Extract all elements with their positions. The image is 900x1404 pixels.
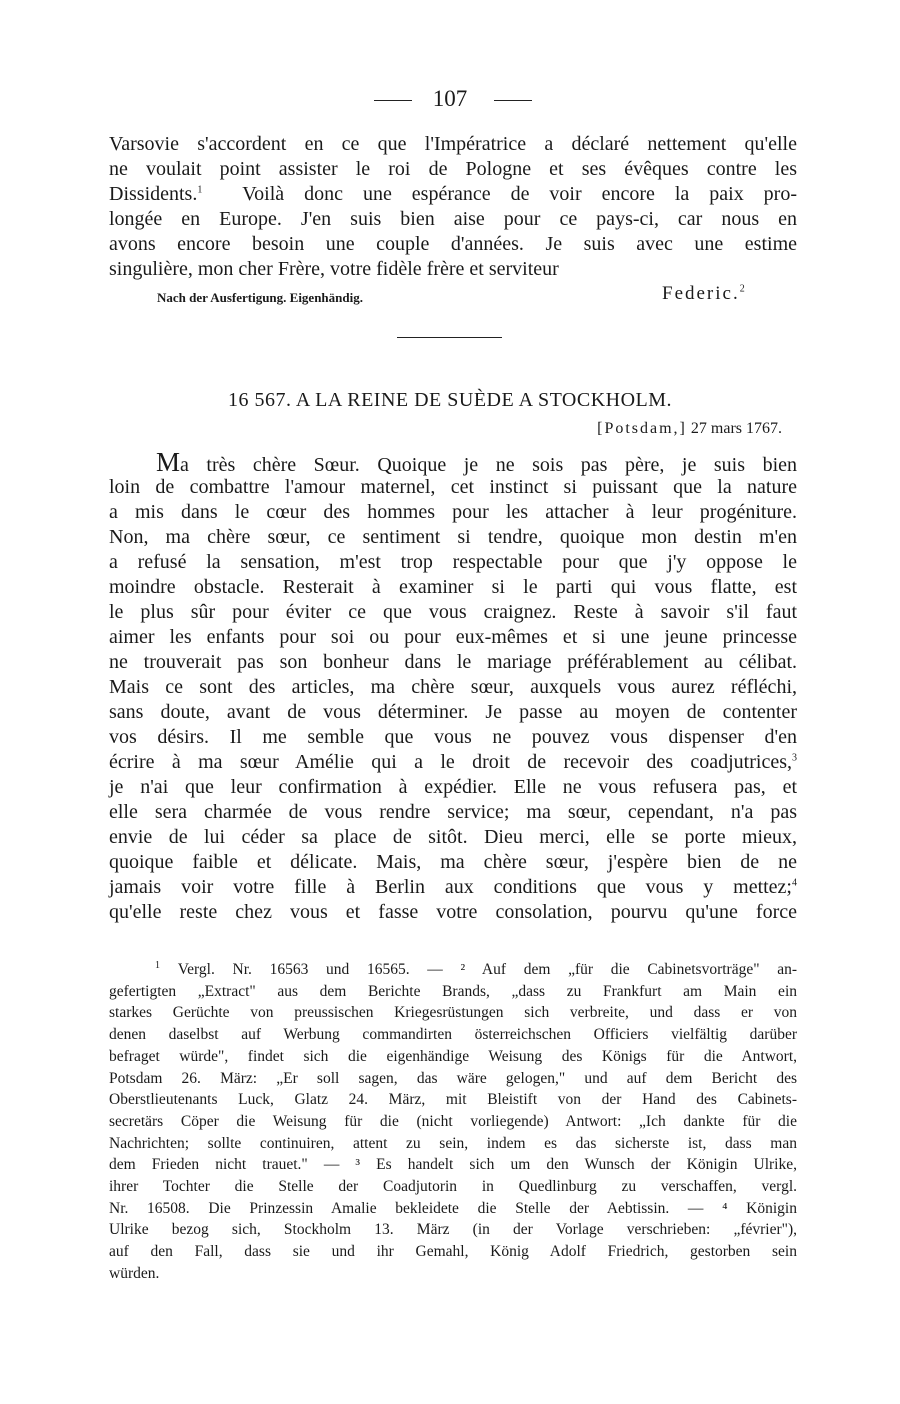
drop-cap: M [156, 447, 181, 477]
footnote-ref-2: 2 [739, 283, 747, 295]
letter-line-3: a mis dans le cœur des hommes pour les attacher à leur progéniture. [109, 501, 797, 523]
footnote-ref-1: 1 [197, 184, 203, 196]
footnote-ref-3: 3 [792, 752, 797, 764]
letter-dateline [0, 420, 782, 438]
letter-line-15: elle sera charmée de vous rendre service; ma sœur, cependant, n'a pas [109, 801, 797, 823]
page-number: 107 [432, 86, 468, 111]
letter-line-1-rest: a très chère Sœur. Quoique je ne sois pas père, je suis bien [180, 454, 797, 476]
footnote-line-10: dem Frieden nicht trauet." — ³ Es handelt sich um den Wunsch der Königin Ulrike, [109, 1156, 797, 1173]
letter-line-11: sans doute, avant de vous déterminer. Je passe au moyen de contenter [109, 701, 797, 723]
footnote-line-12: Nr. 16508. Die Prinzessin Amalie bekleidete die Stelle der Aebtissin. — ⁴ Königin [109, 1200, 797, 1217]
page-number-dash-right [494, 100, 532, 101]
letter-line-19: qu'elle reste chez vous et fasse votre consolation, pourvu qu'une force [109, 901, 797, 923]
footnote-line-3: starkes Gerüchte von preussischen Kriegesrüstungen sich verbreite, und dass er von [109, 1004, 797, 1021]
letter-line-14: je n'ai que leur confirmation à expédier. Elle ne vous refusera pas, et [109, 776, 797, 798]
letter-line-12: vos désirs. Il me semble que vous ne pouvez vous dispenser d'en [109, 726, 797, 748]
footnote-line-2: gefertigten „Extract" aus dem Berichte Brands, „dass zu Frankfurt am Main ein [109, 983, 797, 1000]
footnote-line-7: Oberstlieutenants Luck, Glatz 24. März, mit Bleistift von der Hand des Cabinets- [109, 1091, 797, 1108]
letter-line-13-text: écrire à ma sœur Amélie qui a le droit de recevoir des coadjutrices, [109, 751, 792, 773]
continuation-line-3 [109, 182, 797, 207]
footnote-line-4: denen daselbst auf Werbung commandirten österreichschen Officiers vielfältig darüber [109, 1026, 797, 1043]
footnote-line-1-text: Vergl. Nr. 16563 und 16565. — ² Auf dem „für die Cabinetsvorträge" an- [177, 961, 798, 978]
letter-line-8: aimer les enfants pour soi ou pour eux-mêmes et si une jeune princesse [109, 626, 797, 648]
letter-line-2: loin de combattre l'amour maternel, cet instinct si puissant que la nature [109, 476, 797, 498]
footnote-line-5: befraget würde", findet sich die eigenhändige Weisung des Königs für die Antwort, [109, 1048, 797, 1065]
footnote-line-8: secretärs Cöper die Weisung für die (nicht vorliegende) Antwort: „Ich dankte für die [109, 1113, 797, 1130]
continuation-line-4: longée en Europe. J'en suis bien aise pour ce pays-ci, car nous en [109, 208, 797, 230]
continuation-line-5: avons encore besoin une couple d'années. Je suis avec une estime [109, 233, 797, 255]
letter-line-18 [109, 875, 797, 900]
letter-line-9: ne trouverait pas son bonheur dans le mariage préférablement au célibat. [109, 651, 797, 673]
footnote-ref-4: 4 [792, 877, 797, 889]
letter-line-13 [109, 750, 797, 775]
section-separator [397, 337, 502, 338]
letter-line-5: a refusé la sensation, m'est trop respectable pour que j'y oppose le [109, 551, 797, 573]
continuation-line-3a: Dissidents. [109, 183, 198, 205]
letter-line-17: quoique faible et délicate. Mais, ma chère sœur, j'espère bien de ne [109, 851, 797, 873]
letter-line-18-text: jamais voir votre fille à Berlin aux conditions que vous y mettez; [109, 876, 792, 898]
letter-line-10: Mais ce sont des articles, ma chère sœur, auxquels vous aurez réfléchi, [109, 676, 797, 698]
signature [662, 283, 747, 305]
continuation-line-3b: Voilà donc une espérance de voir encore la paix pro- [242, 183, 797, 205]
continuation-line-2: ne voulait point assister le roi de Pologne et ses évêques contre les [109, 158, 797, 180]
continuation-line-6: singulière, mon cher Frère, votre fidèle frère et serviteur [109, 258, 559, 280]
letter-line-7: le plus sûr pour éviter ce que vous craignez. Reste à savoir s'il faut [109, 601, 797, 623]
letter-heading: 16 567. A LA REINE DE SUÈDE A STOCKHOLM. [227, 389, 673, 411]
letter-place: [Potsdam,] [597, 420, 687, 437]
letter-line-4: Non, ma chère sœur, ce sentiment si tendre, quoique mon destin m'en [109, 526, 797, 548]
footnote-line-14: auf den Fall, dass sie und ihr Gemahl, König Adolf Friedrich, gestorben sein [109, 1243, 797, 1260]
footnote-line-15: würden. [109, 1265, 160, 1282]
footnote-line-6: Potsdam 26. März: „Er soll sagen, das wäre gelogen," und auf dem Bericht des [109, 1070, 797, 1087]
letter-line-1 [156, 447, 797, 478]
source-note: Nach der Ausfertigung. Eigenhändig. [157, 290, 363, 305]
footnote-line-9: Nachrichten; sollte continuiren, attent zu sein, indem es das sicherste ist, dass man [109, 1135, 797, 1152]
letter-date: 27 mars 1767. [690, 420, 782, 437]
footnote-line-11: ihrer Tochter die Stelle der Coadjutorin in Quedlinburg zu verschaffen, vergl. [109, 1178, 797, 1195]
continuation-line-1: Varsovie s'accordent en ce que l'Impératrice a déclaré nettement qu'elle [109, 133, 797, 155]
footnote-line-13: Ulrike bezog sich, Stockholm 13. März (in der Vorlage verschrieben: „février"), [109, 1221, 797, 1238]
letter-line-16: envie de lui céder sa place de sitôt. Dieu merci, elle se porte mieux, [109, 826, 797, 848]
signature-text: Federic. [662, 283, 740, 304]
footnote-line-1 [155, 959, 797, 981]
letter-line-6: moindre obstacle. Resterait à examiner si le parti qui vous flatte, est [109, 576, 797, 598]
footnote-mark-1: 1 [155, 959, 160, 971]
